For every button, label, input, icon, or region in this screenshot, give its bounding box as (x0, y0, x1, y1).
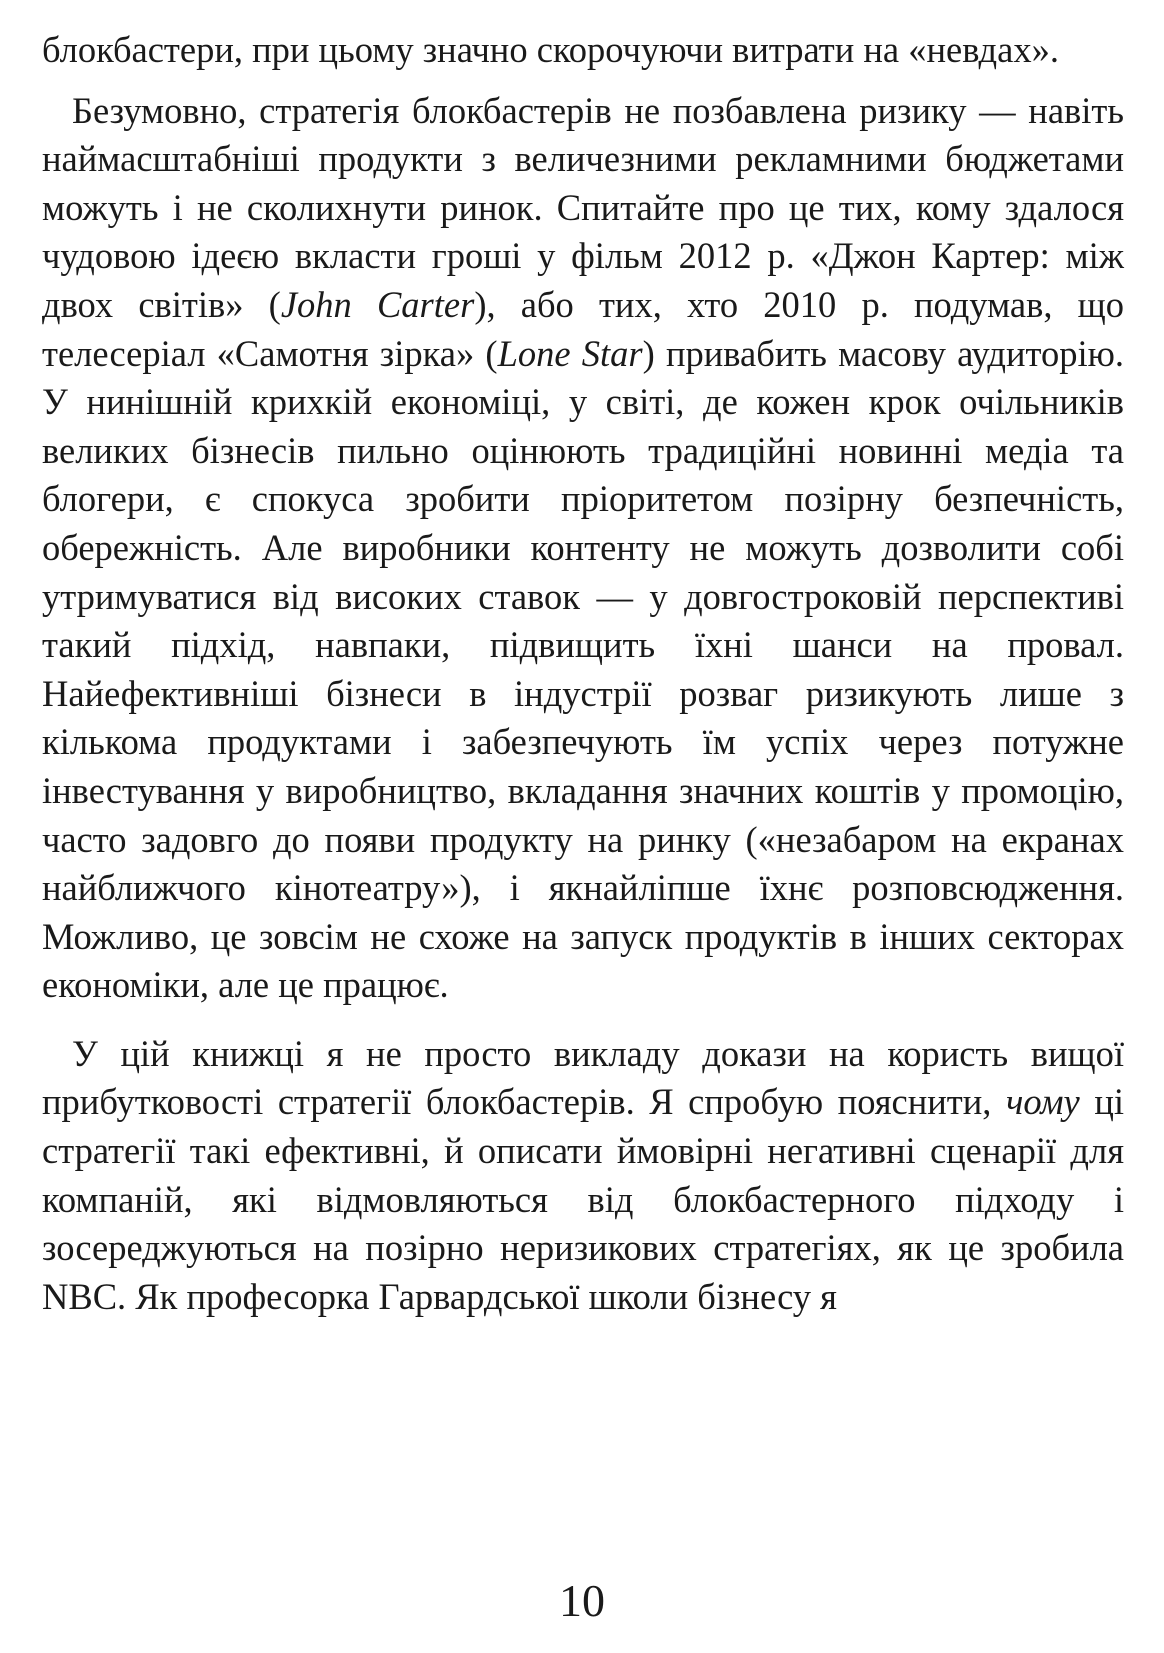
paragraph-2-text-b: ), або тих, хто 2010 р. подумав, що телесеріал «Самотня зірка» ( (42, 283, 1125, 374)
book-page-body (42, 26, 1124, 1321)
page-number: 10 (559, 1575, 605, 1626)
paragraph-2-text-a: Безумовно, стратегія блокбастерів не позбавлена ризику — навіть наймасштабніші продукти з величезними рекламними бюджетами можуть і не сколихнути ринок. Спитайте про це тих, кому здалося чудовою ідеєю вкласти гроші у фільм 2012 р. «Джон Картер: між двох світів» ( (42, 89, 1124, 325)
paragraph-3 (42, 1030, 1124, 1322)
series-title-lone-star: Lone Star (497, 332, 643, 374)
paragraph-2-text-c: ) привабить масову аудиторію. У нинішній крихкій економіці, у світі, де кожен крок очільників великих бізнесів пильно оцінюють традиційні новинні медіа та блогери, є спокуса зробити пріоритетом позірну безпечність, обережність. Але виробники контенту не можуть дозволити собі утримуватися від високих ставок — у довгостроковій перспективі такий підхід, навпаки, підвищить їхні шанси на провал. Найефективніші бізнеси в індустрії розваг ризикують лише з кількома продуктами і забезпечують їм успіх через потужне інвестування у виробництво, вкладання значних коштів у промоцію, часто задовго до появи продукту на ринку («незабаром на екранах найближчого кінотеатру»), і якнайліпше їхнє розповсюдження. Можливо, це зовсім не схоже на запуск продуктів в інших секторах економіки, але це працює. (42, 332, 1124, 1006)
emphasis-why: чому (1005, 1081, 1080, 1123)
paragraph-2 (42, 87, 1124, 1010)
paragraph-3-text-a: У цій книжці я не просто викладу докази на користь вищої прибутковості стратегії блокбастерів. Я спробую пояснити, (42, 1032, 1124, 1123)
paragraph-3-text-b: ці стратегії такі ефективні, й описати ймовірні негативні сценарії для компаній, які відмовляються від блокбастерного підходу і зосереджуються на позірно неризикових стратегіях, як це зробила NBC. Як професорка Гарвардської школи бізнесу я (42, 1081, 1124, 1317)
film-title-john-carter: John Carter (280, 283, 475, 325)
paragraph-1-text: блокбастери, при цьому значно скорочуючи витрати на «невдах». (42, 29, 1059, 70)
paragraph-1 (42, 26, 1124, 75)
